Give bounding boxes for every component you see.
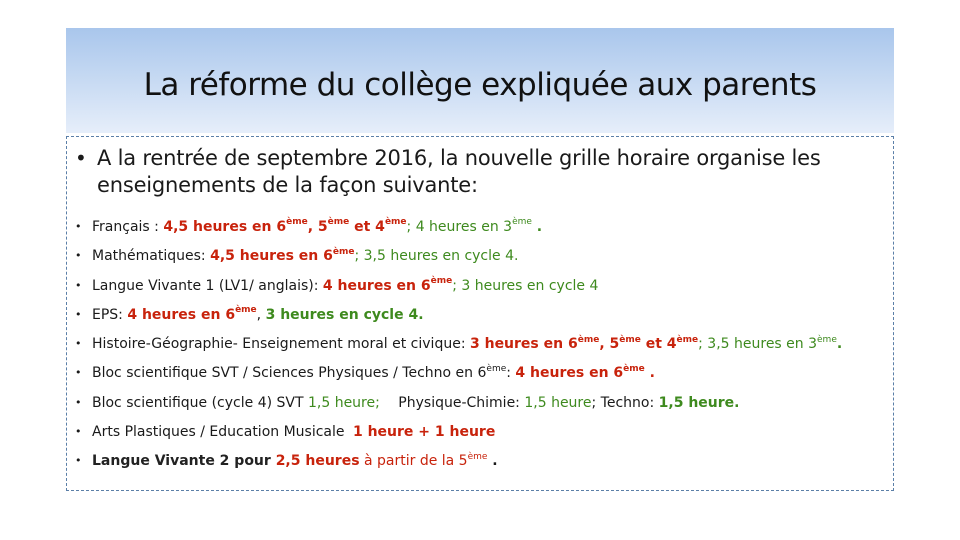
bullet-icon: • bbox=[75, 307, 82, 321]
superscript: ème bbox=[577, 334, 600, 345]
subject-label: Mathématiques: bbox=[92, 248, 211, 265]
bullet-icon: • bbox=[75, 337, 82, 351]
superscript: ème bbox=[430, 275, 453, 286]
superscript: ème bbox=[384, 217, 407, 228]
list-item-text bbox=[92, 393, 739, 413]
bullet-icon: • bbox=[75, 278, 82, 292]
bullet-icon: • bbox=[75, 220, 82, 233]
hours-text: , 5 bbox=[599, 336, 620, 353]
hours-text: 3 heures en 6 bbox=[469, 336, 578, 353]
hours-text: 4 heures en 6 bbox=[322, 277, 431, 294]
bullet-icon: • bbox=[75, 366, 82, 380]
subject-label: Langue Vivante 2 pour bbox=[92, 453, 276, 470]
list-item-lv2 bbox=[75, 451, 891, 480]
list-item-text bbox=[92, 217, 542, 237]
bullet-icon: • bbox=[75, 146, 87, 170]
bullet-icon: • bbox=[75, 454, 82, 468]
subject-label: EPS: bbox=[92, 306, 128, 323]
list-item-text bbox=[92, 246, 518, 266]
superscript: ème bbox=[619, 334, 641, 345]
hours-text: ; 3 heures en cycle 4 bbox=[452, 277, 599, 294]
subject-label: ; Techno: bbox=[591, 394, 659, 411]
superscript: ème bbox=[676, 334, 699, 345]
hours-text: ; 4 heures en 3 bbox=[406, 219, 513, 235]
hours-text: ; 3,5 heures en 3 bbox=[698, 336, 818, 353]
separator-text: : bbox=[506, 365, 516, 382]
hours-text: 1,5 heure bbox=[524, 394, 592, 411]
superscript: ème bbox=[486, 363, 507, 374]
list-item-bloc-scientifique-6e bbox=[75, 363, 891, 392]
bullet-icon: • bbox=[75, 425, 82, 439]
superscript: ème bbox=[512, 217, 532, 228]
hours-text: ; 3,5 heures en cycle 4. bbox=[354, 248, 519, 265]
subject-label: Physique-Chimie: bbox=[393, 394, 525, 411]
superscript: ème bbox=[235, 305, 257, 316]
list-item-text bbox=[92, 334, 842, 354]
list-item-histoire-geo bbox=[75, 334, 891, 363]
bullet-icon: • bbox=[75, 395, 82, 409]
list-item-mathematiques bbox=[75, 246, 891, 275]
hours-text: 3 heures en cycle 4. bbox=[265, 306, 424, 323]
superscript: ème bbox=[817, 334, 837, 345]
list-item-text bbox=[92, 363, 655, 383]
subject-label: Bloc scientifique SVT / Sciences Physiques / Techno en 6 bbox=[92, 365, 487, 382]
list-item-francais bbox=[75, 217, 891, 246]
list-item-text bbox=[92, 422, 495, 442]
hours-text: . bbox=[531, 219, 543, 235]
hours-text: 1,5 heure. bbox=[658, 394, 740, 411]
slide-title: La réforme du collège expliquée aux parents bbox=[143, 66, 817, 103]
hours-text: . bbox=[836, 336, 843, 353]
subject-label: Bloc scientifique (cycle 4) SVT bbox=[92, 394, 308, 411]
superscript: ème bbox=[623, 363, 645, 374]
hours-text: à partir de la 5 bbox=[359, 453, 468, 470]
intro-paragraph bbox=[75, 145, 887, 199]
list-item-arts-musique bbox=[75, 422, 891, 451]
superscript: ème bbox=[332, 246, 355, 257]
hours-text: et 4 bbox=[640, 336, 677, 353]
hours-text: et 4 bbox=[349, 219, 385, 235]
superscript: ème bbox=[327, 217, 350, 228]
hours-text: 2,5 heures bbox=[275, 453, 360, 470]
list-item-bloc-scientifique-cycle4 bbox=[75, 393, 891, 422]
hours-text: 4,5 heures en 6 bbox=[163, 219, 287, 235]
hours-text: 1 heure + 1 heure bbox=[352, 424, 496, 441]
subject-label: Arts Plastiques / Education Musicale bbox=[92, 424, 349, 441]
subject-label: Histoire-Géographie- Enseignement moral et civique: bbox=[92, 336, 470, 353]
hours-text: 4 heures en 6 bbox=[515, 365, 624, 382]
list-item-eps bbox=[75, 305, 891, 334]
schedule-list bbox=[75, 217, 891, 481]
subject-label: Français : bbox=[92, 219, 164, 235]
intro-text: A la rentrée de septembre 2016, la nouvelle grille horaire organise les enseignements de la façon suivante: bbox=[97, 146, 821, 197]
list-item-text bbox=[92, 276, 598, 296]
subject-label: Langue Vivante 1 (LV1/ anglais): bbox=[92, 277, 323, 294]
list-item-lv1 bbox=[75, 276, 891, 305]
content-box bbox=[66, 136, 894, 491]
hours-text: 4 heures en 6 bbox=[127, 306, 236, 323]
separator-text: . bbox=[487, 453, 498, 470]
list-item-text bbox=[92, 305, 424, 325]
list-item-text bbox=[92, 451, 498, 471]
hours-text: , 5 bbox=[307, 219, 328, 235]
hours-text: . bbox=[644, 365, 655, 382]
superscript: ème bbox=[286, 217, 308, 228]
hours-text: 1,5 heure; bbox=[307, 394, 380, 411]
superscript: ème bbox=[467, 451, 488, 462]
separator-text: , bbox=[256, 306, 266, 323]
hours-text: 4,5 heures en 6 bbox=[210, 248, 333, 265]
bullet-icon: • bbox=[75, 249, 82, 263]
title-banner bbox=[66, 28, 894, 133]
